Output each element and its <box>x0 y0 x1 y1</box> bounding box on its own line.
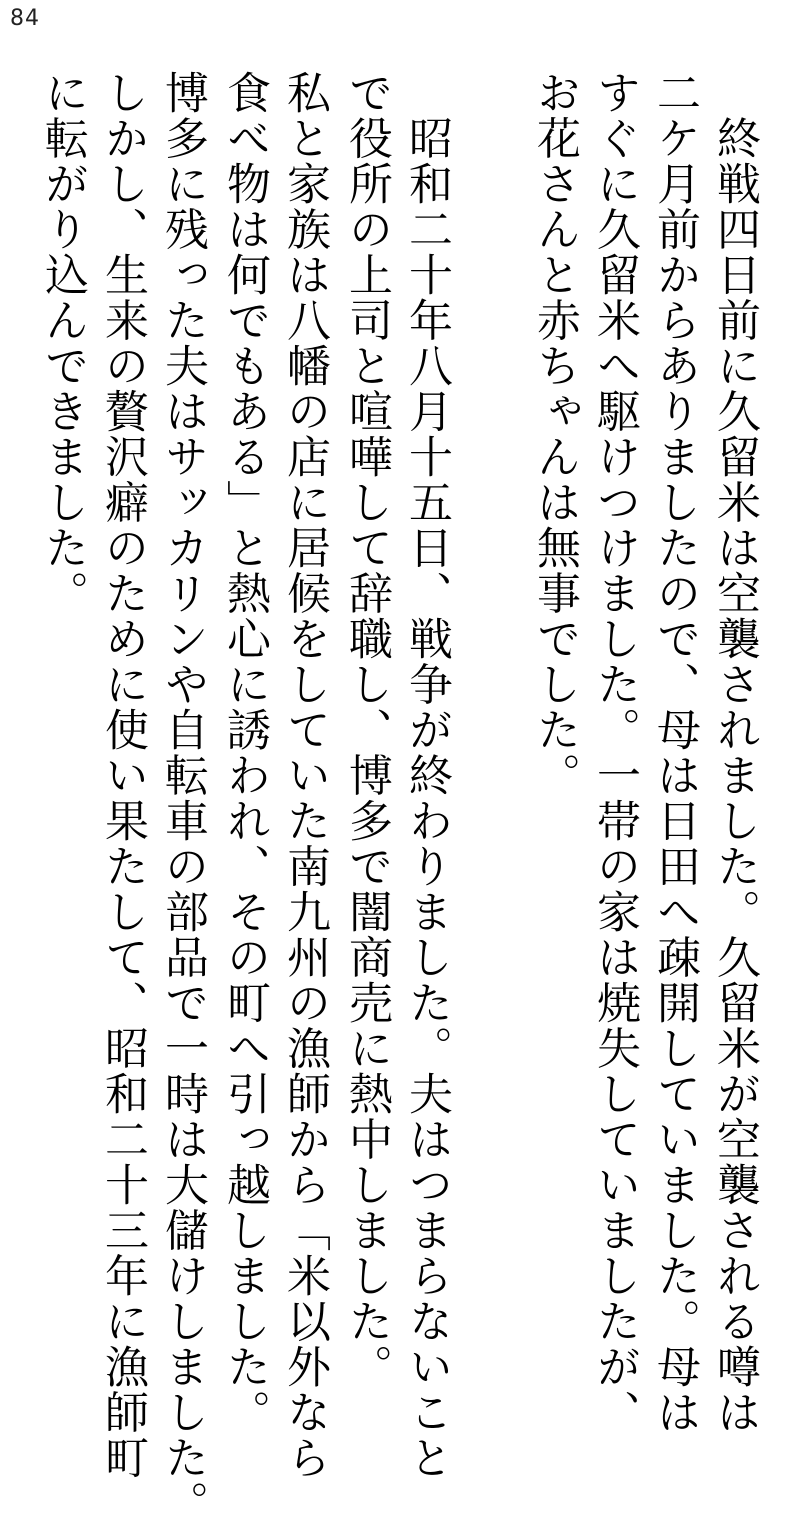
text-column-7: 私と家族は八幡の店に居候をしていた南九州の漁師から「米以外なら <box>279 70 330 1481</box>
text-column-2: 二ケ月前からありましたので、母は日田へ疎開していました。母は <box>649 70 700 1435</box>
text-column-10: しかし、生来の贅沢癖のために使い果たして、昭和二十三年に漁師町 <box>97 70 148 1481</box>
text-column-11: に転がり込んできました。 <box>37 70 88 616</box>
text-column-5: 昭和二十年八月十五日、戦争が終わりました。夫はつまらないこと <box>401 70 452 1481</box>
text-column-6: で役所の上司と喧嘩して辞職し、博多で闇商売に熱中しました。 <box>341 70 392 1390</box>
text-column-1: 終戦四日前に久留米は空襲されました。久留米が空襲される噂は <box>709 70 760 1435</box>
text-column-3: すぐに久留米へ駆けつけました。一帯の家は焼失していましたが、 <box>589 70 640 1435</box>
page-number: 84 <box>10 6 40 31</box>
text-column-4: お花さんと赤ちゃんは無事でした。 <box>529 70 580 798</box>
text-column-9: 博多に残った夫はサッカリンや自転車の部品で一時は大儲けしました。 <box>157 70 208 1526</box>
text-column-8: 食べ物は何でもある」と熱心に誘われ、その町へ引っ越しました。 <box>219 70 270 1435</box>
